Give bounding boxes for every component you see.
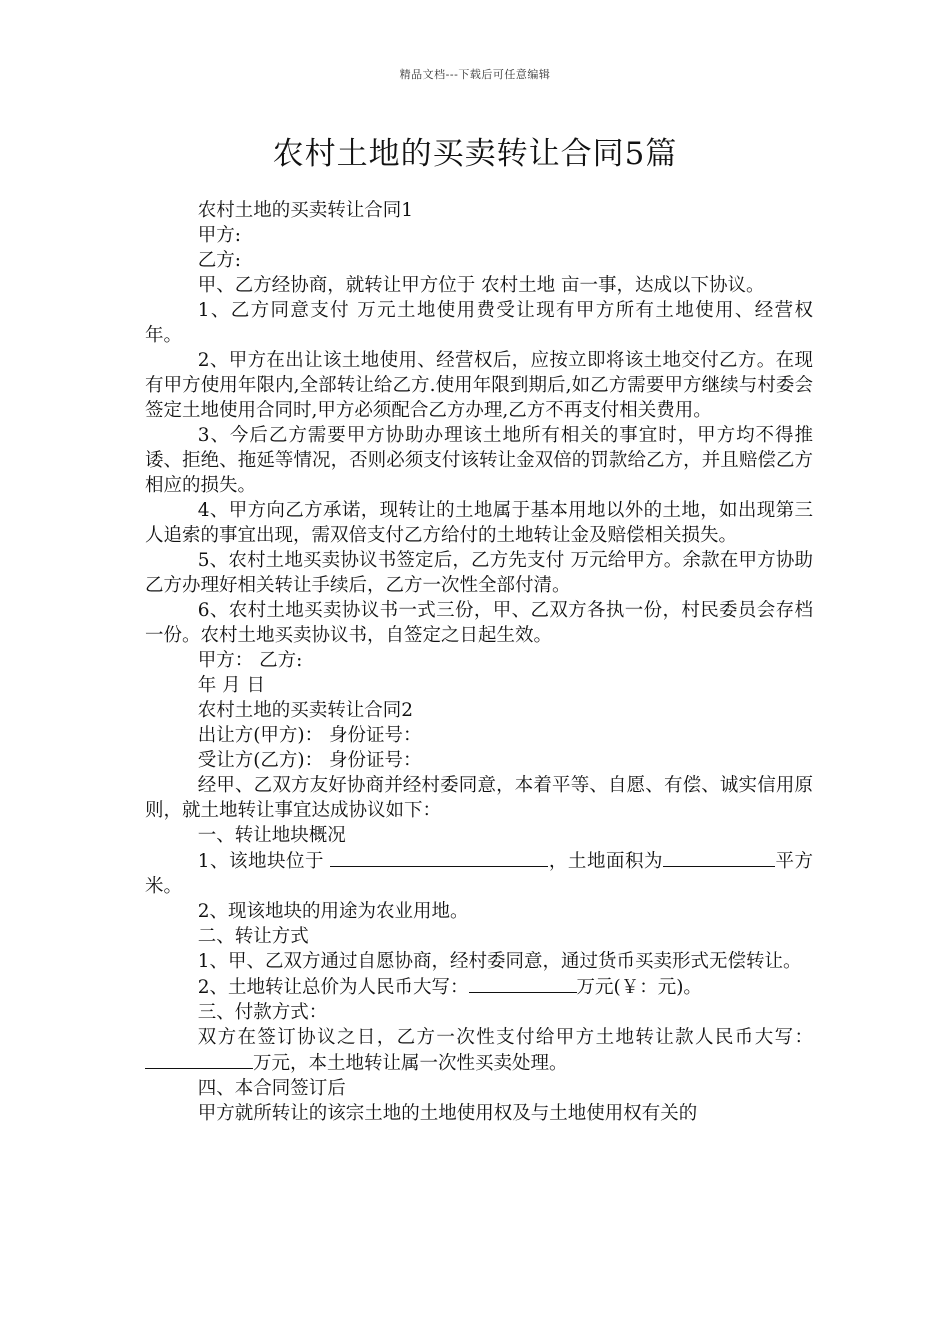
paragraph-clause-2: 2、甲方在出让该土地使用、经营权后，应按立即将该土地交付乙方。在现有甲方使用年限内,全部转让给乙方.使用年限到期后,如乙方需要甲方继续与村委会签定土地使用合同时,甲方必须配合乙方办理,乙方不再支付相关费用。	[145, 350, 813, 421]
paragraph-signatures: 甲方： 乙方:	[197, 650, 303, 671]
paragraph-section-3-heading: 三、付款方式：	[197, 1002, 328, 1023]
payment-blank	[145, 1050, 253, 1069]
paragraph-section-1-heading: 一、转让地块概况	[197, 825, 346, 846]
paragraph-section-4-heading: 四、本合同签订后	[197, 1078, 346, 1099]
paragraph-date: 年 月 日	[197, 675, 265, 696]
paragraph-contract-2-heading: 农村土地的买卖转让合同2	[197, 700, 413, 721]
paragraph-agreement-intro: 经甲、乙双方友好协商并经村委同意，本着平等、自愿、有偿、诚实信用原则，就土地转让事宜达成协议如下：	[145, 775, 813, 821]
paragraph-clause-5: 5、农村土地买卖协议书签定后，乙方先支付 万元给甲方。余款在甲方协助乙方办理好相关转让手续后，乙方一次性全部付清。	[145, 550, 813, 596]
price-text-before: 2、土地转让总价为人民币大写：	[197, 977, 469, 998]
paragraph-transferor: 出让方(甲方)： 身份证号：	[197, 725, 422, 746]
paragraph-price-clause	[145, 974, 813, 1000]
payment-text-after: 万元，本土地转让属一次性买卖处理。	[253, 1053, 568, 1074]
area-blank	[663, 848, 775, 867]
price-text-after: 万元(￥：元)。	[576, 977, 702, 998]
paragraph-location-clause	[145, 848, 813, 899]
paragraph-land-use: 2、现该地块的用途为农业用地。	[197, 901, 469, 922]
paragraph-payment-clause	[145, 1025, 813, 1076]
paragraph-transfer-method: 1、甲、乙双方通过自愿协商，经村委同意，通过货币买卖形式无偿转让。	[197, 951, 802, 972]
document-body	[145, 198, 813, 1126]
location-blank	[330, 848, 548, 867]
paragraph-clause-6: 6、农村土地买卖协议书一式三份，甲、乙双方各执一份，村民委员会存档一份。农村土地买卖协议书，自签定之日起生效。	[145, 600, 813, 646]
paragraph-clause-1: 1、乙方同意支付 万元土地使用费受让现有甲方所有土地使用、经营权 年。	[145, 300, 813, 346]
paragraph-party-a: 甲方:	[197, 225, 241, 246]
paragraph-clause-4: 4、甲方向乙方承诺，现转让的土地属于基本用地以外的土地，如出现第三人追索的事宜出现，需双倍支付乙方给付的土地转让金及赔偿相关损失。	[145, 500, 813, 546]
paragraph-transferee: 受让方(乙方)： 身份证号：	[197, 750, 422, 771]
location-text-middle: ，土地面积为	[548, 851, 663, 872]
header-note: 精品文档---下载后可任意编辑	[399, 68, 551, 81]
paragraph-clause-3: 3、今后乙方需要甲方协助办理该土地所有相关的事宜时，甲方均不得推诿、拒绝、拖延等情况，否则必须支付该转让金双倍的罚款给乙方，并且赔偿乙方相应的损失。	[145, 425, 813, 496]
price-blank	[469, 974, 577, 993]
paragraph-contract-1-heading: 农村土地的买卖转让合同1	[197, 200, 413, 221]
paragraph-section-2-heading: 二、转让方式	[197, 926, 309, 947]
document-title: 农村土地的买卖转让合同5篇	[272, 136, 678, 172]
paragraph-section-4-body: 甲方就所转让的该宗土地的土地使用权及与土地使用权有关的	[197, 1103, 698, 1124]
paragraph-intro: 甲、乙方经协商，就转让甲方位于 农村土地 亩一事，达成以下协议。	[197, 275, 765, 296]
location-text-after: 平方米。	[145, 851, 813, 897]
payment-text-before: 双方在签订协议之日，乙方一次性支付给甲方土地转让款人民币大写：	[197, 1027, 813, 1048]
location-text-before: 1、该地块位于	[197, 851, 331, 872]
paragraph-party-b: 乙方:	[197, 250, 241, 271]
